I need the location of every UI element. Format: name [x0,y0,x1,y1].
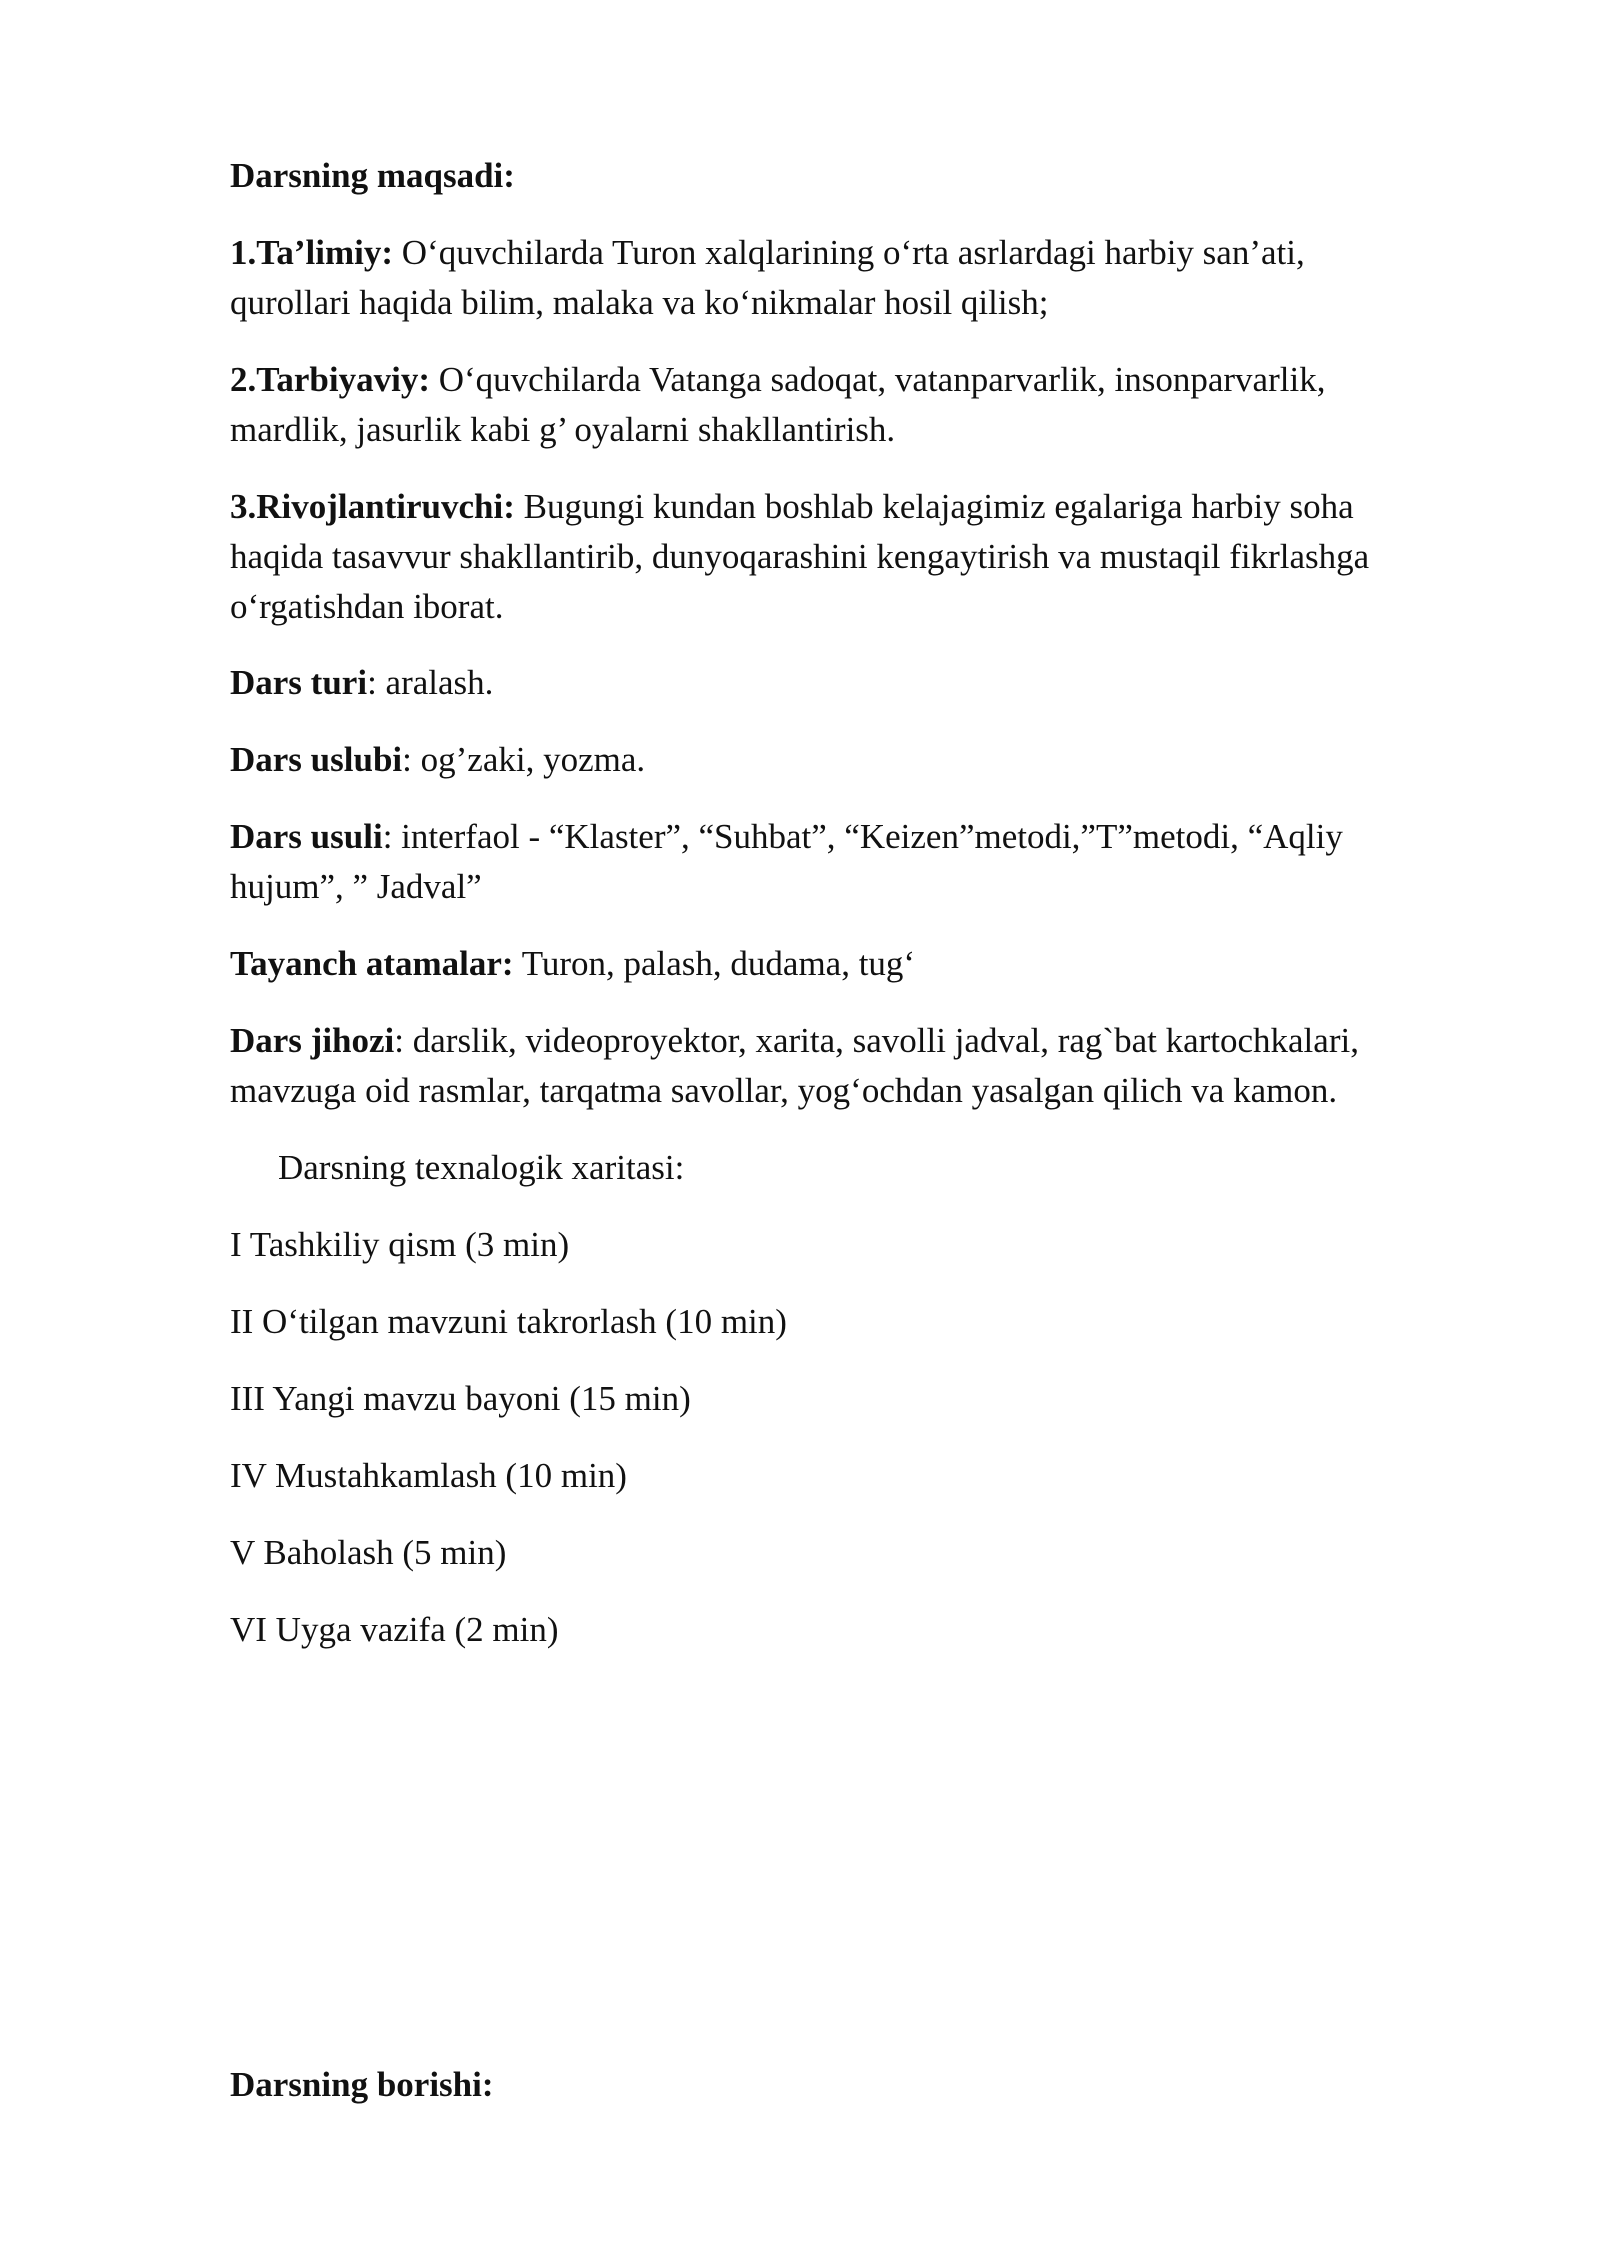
field-label: Dars turi [230,663,368,702]
goal-label: 1.Ta’limiy: [230,233,394,272]
field-value: Turon, palash, dudama, tug‘ [513,944,916,983]
field-label: Dars usuli [230,817,383,856]
tech-map-title: Darsning texnalogik xaritasi: [278,1148,685,1187]
field-value: : og’zaki, yozma. [402,740,646,779]
goal-label: 2.Tarbiyaviy: [230,360,430,399]
field-lesson-method [230,812,1490,912]
goal-developmental [230,482,1490,632]
field-value: hujum”, ” Jadval” [230,867,482,906]
goal-text-line: haqida tasavvur shakllantirib, dunyoqarashini kengaytirish va mustaqil fikrlashga [230,537,1370,576]
stage-item: IV Mustahkamlash (10 min) [230,1456,627,1495]
field-value: : darslik, videoproyektor, xarita, savolli jadval, rag`bat kartochkalari, [394,1021,1359,1060]
goal-label: 3.Rivojlantiruvchi: [230,487,515,526]
field-lesson-style [230,735,1490,785]
field-value: mavzuga oid rasmlar, tarqatma savollar, yog‘ochdan yasalgan qilich va kamon. [230,1071,1338,1110]
field-label: Dars jihozi [230,1021,395,1060]
stage-item: VI Uyga vazifa (2 min) [230,1610,559,1649]
goal-text-line: O‘quvchilarda Turon xalqlarining o‘rta asrlardagi harbiy san’ati, [393,233,1305,272]
stage-item: II O‘tilgan mavzuni takrorlash (10 min) [230,1302,787,1341]
field-label: Tayanch atamalar: [230,944,514,983]
goal-text-line: mardlik, jasurlik kabi g’ oyalarni shakllantirish. [230,410,896,449]
goal-text-line: qurollari haqida bilim, malaka va ko‘nikmalar hosil qilish; [230,283,1049,322]
goal-text-line: Bugungi kundan boshlab kelajagimiz egalariga harbiy soha [514,487,1354,526]
field-value: : interfaol - “Klaster”, “Suhbat”, “Keizen”metodi,”T”metodi, “Aqliy [382,817,1343,856]
lesson-progress-heading: Darsning borishi: [230,2065,494,2104]
field-value: : aralash. [367,663,494,702]
stage-item: I Tashkiliy qism (3 min) [230,1225,570,1264]
stage-item: III Yangi mavzu bayoni (15 min) [230,1379,691,1418]
goal-text-line: O‘quvchilarda Vatanga sadoqat, vatanparvarlik, insonparvarlik, [430,360,1326,399]
field-label: Dars uslubi [230,740,403,779]
goal-upbringing [230,355,1490,455]
field-lesson-type [230,658,1490,708]
lesson-goals-heading: Darsning maqsadi: [230,156,515,195]
goal-text-line: o‘rgatishdan iborat. [230,587,504,626]
field-equipment [230,1016,1490,1116]
stage-item: V Baholash (5 min) [230,1533,507,1572]
field-key-terms [230,939,1490,989]
goal-educational [230,228,1490,328]
